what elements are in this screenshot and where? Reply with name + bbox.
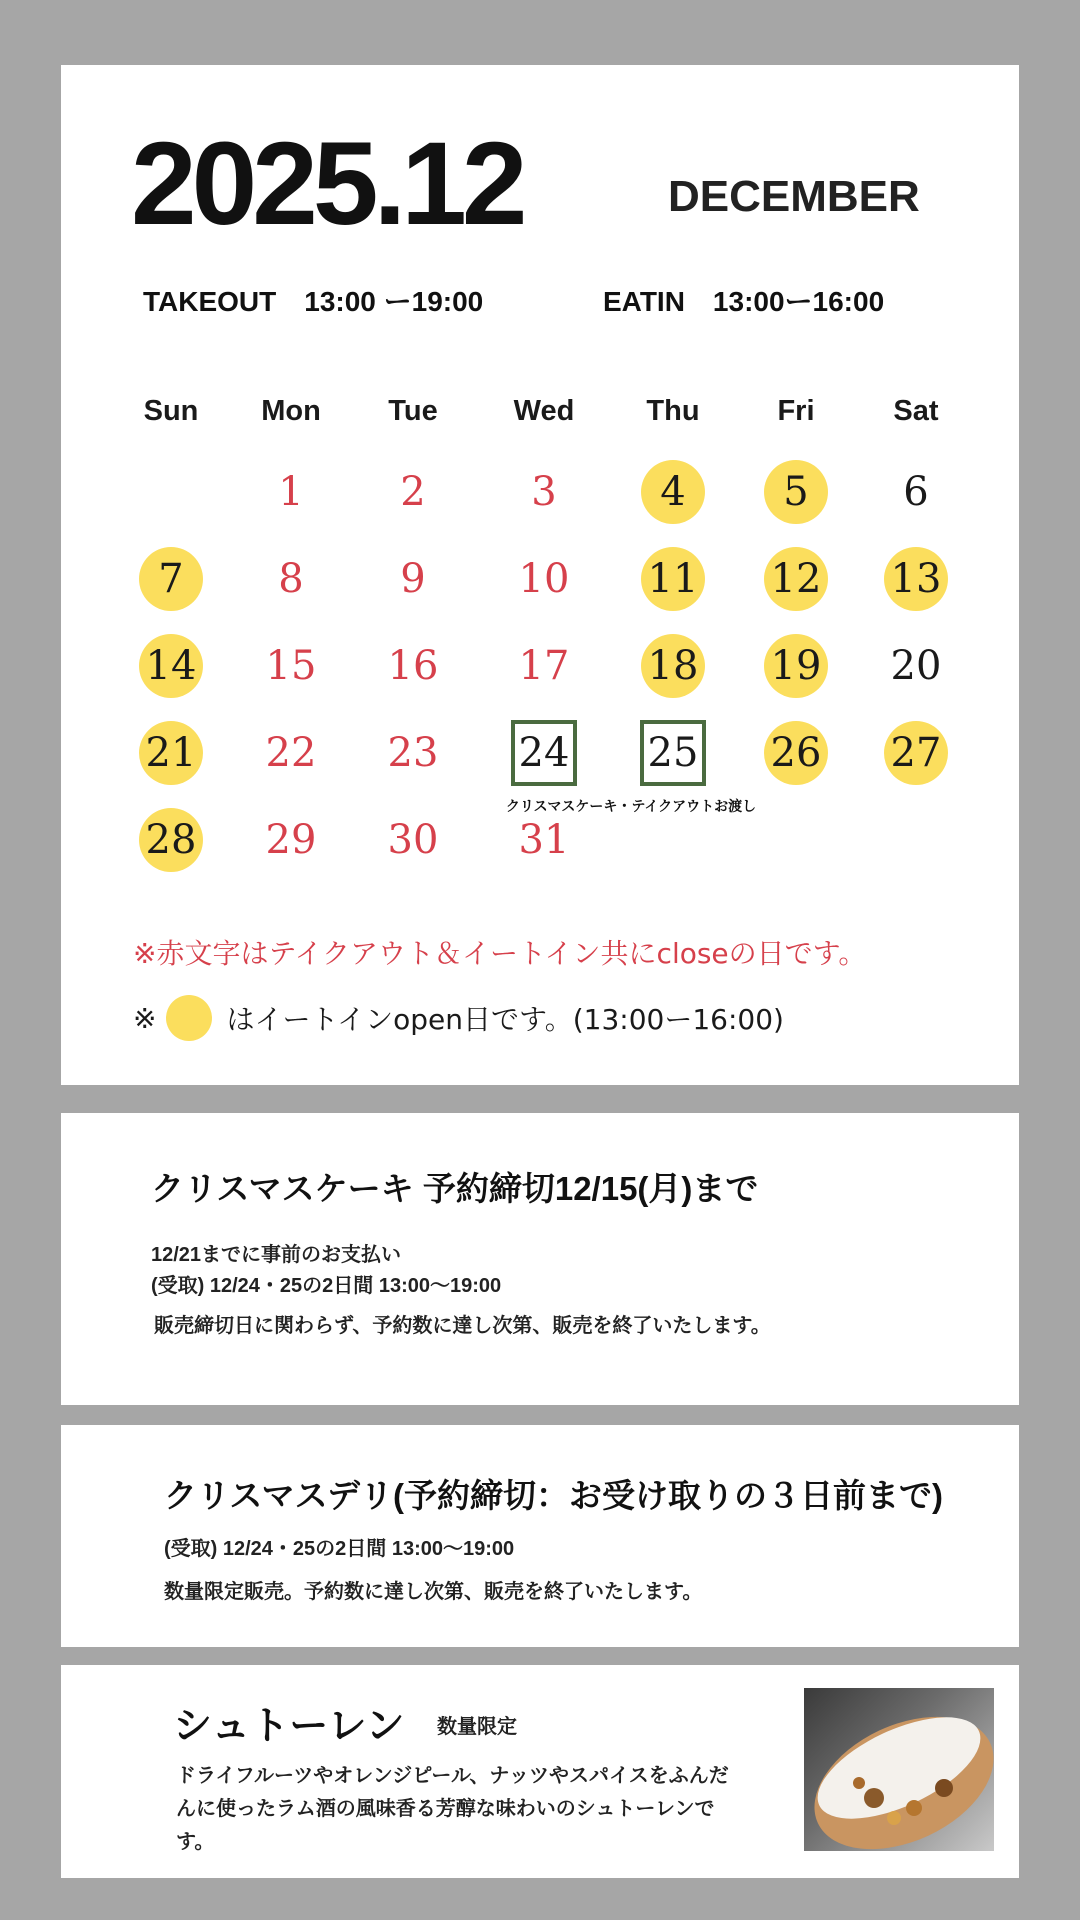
cake-title: クリスマスケーキ 予約締切12/15(月)まで [151,1170,759,1207]
day-14: 14 [139,634,203,698]
day-20: 20 [890,643,942,689]
day-13: 13 [884,547,948,611]
day-12: 12 [764,547,828,611]
day-4: 4 [641,460,705,524]
cake-payment-note: 12/21までに事前のお支払い [151,1244,402,1266]
day-23: 23 [387,730,439,776]
takeout-hours: TAKEOUT 13:00 ー19:00 [143,286,484,317]
closed-days-note: ※赤文字はテイクアウト＆イートイン共にcloseの日です。 [133,937,867,970]
day-11: 11 [641,547,705,611]
calendar-panel [61,65,1019,1085]
stollen-limited-tag: 数量限定 [437,1716,517,1738]
day-22: 22 [265,730,317,776]
weekday-sun: Sun [143,395,199,427]
legend-prefix: ※ [133,1001,157,1035]
day-25: 25 [640,720,706,786]
deli-sellout-note: 数量限定販売。予約数に達し次第、販売を終了いたします。 [164,1581,703,1603]
day-21: 21 [139,721,203,785]
day-30: 30 [387,817,439,863]
day-3: 3 [531,469,557,515]
day-28: 28 [139,808,203,872]
day-19: 19 [764,634,828,698]
weekday-mon: Mon [261,395,321,427]
day-18: 18 [641,634,705,698]
day-17: 17 [518,643,570,689]
day-16: 16 [387,643,439,689]
day-27: 27 [884,721,948,785]
day-1: 1 [278,469,304,515]
day-9: 9 [400,556,426,602]
legend-yellow-dot-icon [166,995,212,1041]
day-26: 26 [764,721,828,785]
weekday-thu: Thu [646,395,700,427]
weekday-tue: Tue [388,395,438,427]
cake-sellout-note: 販売締切日に関わらず、予約数に達し次第、販売を終了いたします。 [154,1315,771,1337]
weekday-sat: Sat [893,395,939,427]
month-name: DECEMBER [668,172,920,221]
day-31: 31 [518,817,570,863]
day-6: 6 [903,469,929,515]
weekday-fri: Fri [777,395,815,427]
christmas-deli-panel [61,1425,1019,1647]
weekday-wed: Wed [513,395,575,427]
day-8: 8 [278,556,304,602]
stollen-description: ドライフルーツやオレンジピール、ナッツやスパイスをふんだんに使ったラム酒の風味香る芳醇な味わいのシュトーレンです。 [176,1765,729,1853]
stollen-panel [61,1665,1019,1878]
deli-title: クリスマスデリ(予約締切：お受け取りの３日前まで) [164,1477,943,1514]
day-15: 15 [265,643,317,689]
christmas-cake-pickup-note: クリスマスケーキ・テイクアウトお渡し [505,798,757,814]
day-7: 7 [139,547,203,611]
stollen-title: シュトーレン [173,1705,405,1748]
eatin-hours: EATIN 13:00ー16:00 [603,286,885,317]
christmas-cake-panel [61,1113,1019,1405]
cake-pickup-time: (受取) 12/24・25の2日間 13:00〜19:00 [151,1275,502,1297]
legend-text: はイートインopen日です。(13:00ー16:00) [226,1003,784,1036]
eatin-legend [133,995,784,1041]
day-5: 5 [764,460,828,524]
day-29: 29 [265,817,317,863]
day-2: 2 [400,469,426,515]
day-24: 24 [511,720,577,786]
stollen-photo [804,1688,994,1851]
day-10: 10 [518,556,570,602]
deli-pickup-time: (受取) 12/24・25の2日間 13:00〜19:00 [164,1538,515,1560]
year-month-title: 2025.12 [131,118,523,250]
